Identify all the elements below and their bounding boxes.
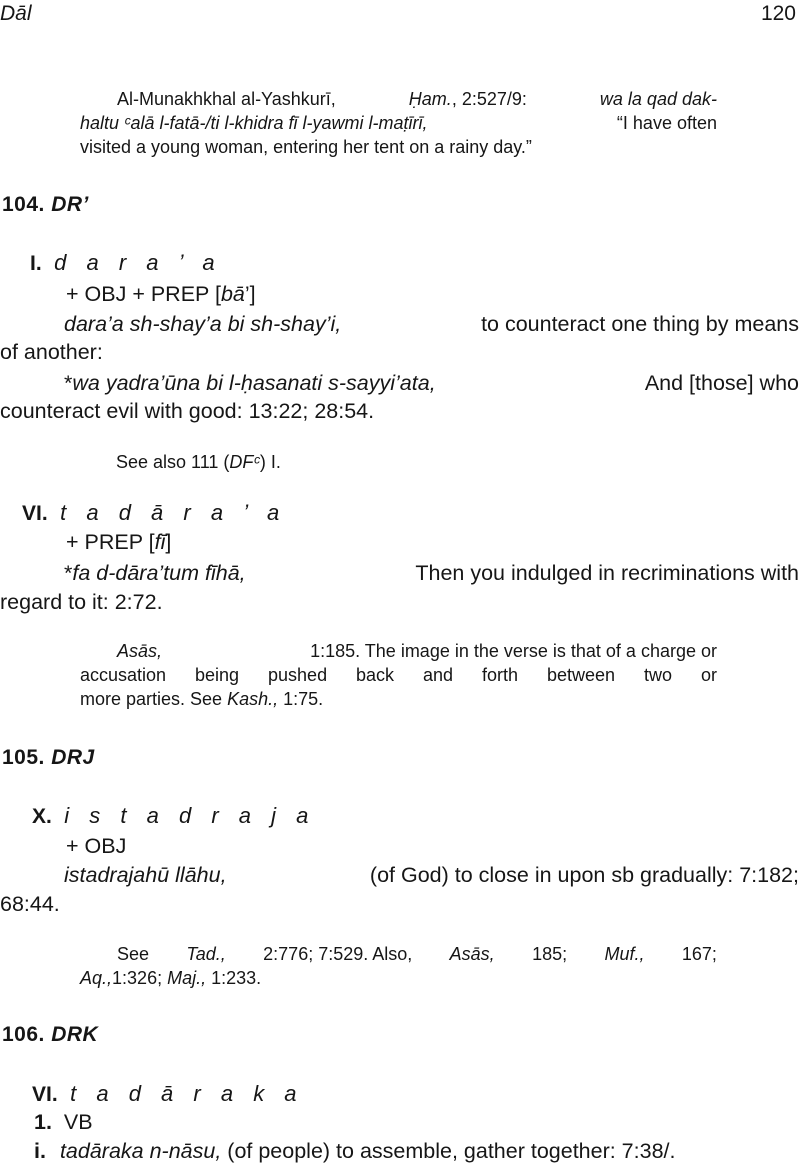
form-heading-104-I: I. d a r a ’ a (30, 250, 222, 275)
example-104-I-2: *wa yadra’ūna bi l-ḥasanati s-sayyi’ata, And [those] who (64, 371, 799, 395)
example-104-I-1-cont: of another: (0, 340, 103, 364)
note-arabic-cont: haltu ᶜalā l-fatā-/ti l-khidra fī l-yawmi l-maṭīrī, (80, 113, 428, 133)
example-104-VI-cont: regard to it: 2:72. (0, 590, 163, 614)
note-arabic: wa la qad dak- (599, 89, 717, 109)
form-heading-105-X: X. i s t a d r a j a (32, 803, 316, 828)
example-105-X-cont: 68:44. (0, 892, 60, 916)
running-title: Dāl (0, 2, 32, 25)
note-gloss: “I have often (616, 113, 717, 133)
example-104-I-1: dara’a sh-shay’a bi sh-shay’i, to counteract one thing by means (64, 312, 799, 336)
note-104-VI-line3: more parties. See Kash., 1:75. (80, 689, 324, 709)
section-heading-106: 106. DRK (2, 1023, 99, 1046)
example-105-X: istadrajahū llāhu, (of God) to close in upon sb gradually: 7:182; (64, 863, 799, 887)
note-104-VI-line2: accusation being pushed back and forth between two or (80, 665, 717, 685)
note-top-line3: visited a young woman, entering her tent on a rainy day.” (80, 137, 532, 157)
note-work-ref: Ḥam., 2:527/9: (408, 89, 527, 109)
note-top-line2 (80, 111, 717, 135)
note-105-X-line1: See Tad., 2:776; 7:529. Also, Asās, 185; Muf., 167; (117, 944, 717, 964)
grammar-pattern-105-X: + OBJ (66, 834, 127, 858)
section-heading-104: 104. DR’ (2, 193, 89, 216)
form-heading-104-VI: VI. t a d ā r a ’ a (22, 500, 287, 525)
note-top-line1 (117, 87, 717, 111)
sense-106-1: 1. VB (34, 1110, 93, 1134)
form-heading-106-VI: VI. t a d ā r a k a (32, 1081, 304, 1106)
note-source: Al-Munakhkhal al-Yashkurī, (117, 89, 336, 109)
note-105-X-line2: Aq.,1:326; Maj., 1:233. (80, 968, 262, 988)
page-number: 120 (760, 2, 796, 25)
see-also-104: See also 111 (DFᶜ) I. (116, 452, 281, 472)
grammar-pattern-104-I: + OBJ + PREP [bā’] (66, 282, 256, 306)
example-104-I-2-cont: counteract evil with good: 13:22; 28:54. (0, 399, 375, 423)
section-heading-105: 105. DRJ (2, 746, 95, 769)
example-104-VI: *fa d-dāra’tum fīhā, Then you indulged in recriminations with (64, 561, 799, 585)
example-106-VI: i. tadāraka n-nāsu, (of people) to assemble, gather together: 7:38/. (34, 1139, 676, 1163)
note-104-VI-line1: Asās, 1:185. The image in the verse is that of a charge or (117, 641, 717, 661)
grammar-pattern-104-VI: + PREP [fī] (66, 530, 172, 554)
